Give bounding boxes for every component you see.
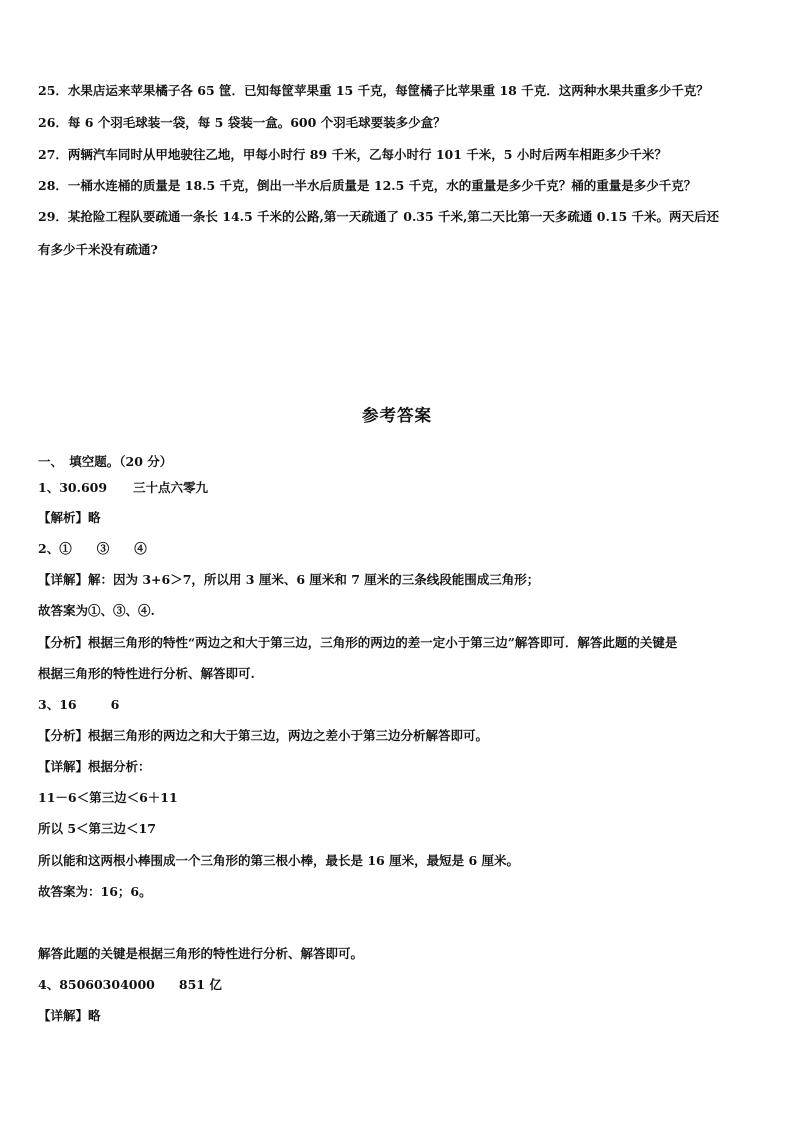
answer-1-number: 1、30.609 bbox=[38, 480, 108, 495]
answer-4-reading: 851 亿 bbox=[178, 977, 222, 992]
answer-3-conclusion: 所以能和这两根小棒围成一个三角形的第三根小棒，最长是 16 厘米，最短是 6 厘米。 bbox=[38, 853, 520, 868]
answer-3-first: 3、16 bbox=[38, 697, 77, 712]
answer-1-note: 【解析】略 bbox=[38, 510, 101, 525]
question-26: 26．每 6 个羽毛球装一袋，每 5 袋装一盒。600 个羽毛球要装多少盒？ bbox=[38, 115, 446, 130]
answers-title: 参考答案 bbox=[362, 406, 432, 425]
answer-3-inequality-1: 11－6＜第三边＜6＋11 bbox=[38, 790, 178, 805]
answer-3-detail: 【详解】根据分析： bbox=[38, 759, 151, 774]
question-29-line-1: 29．某抢险工程队要疏通一条长 14.5 千米的公路,第一天疏通了 0.35 千米,第二天比第一天多疏通 0.15 千米。两天后还 bbox=[38, 209, 720, 224]
answer-2-detail: 【详解】解：因为 3+6＞7，所以用 3 厘米、6 厘米和 7 厘米的三条线段能围成三角形； bbox=[38, 572, 540, 587]
answer-2: 2、① ③ ④ bbox=[38, 541, 147, 556]
answer-4-note: 【详解】略 bbox=[38, 1008, 101, 1023]
answer-3-inequality-2: 所以 5＜第三边＜17 bbox=[38, 821, 156, 836]
question-25: 25．水果店运来苹果橘子各 65 筐．已知每筐苹果重 15 千克，每筐橘子比苹果重 18 千克．这两种水果共重多少千克？ bbox=[38, 83, 709, 98]
answer-3 bbox=[38, 697, 119, 713]
answer-4 bbox=[38, 977, 222, 993]
answer-1 bbox=[38, 480, 208, 496]
answer-2-analysis-line-1: 【分析】根据三角形的特性“两边之和大于第三边，三角形的两边的差一定小于第三边”解答即可．解答此题的关键是 bbox=[38, 635, 678, 650]
answer-1-words: 三十点六零九 bbox=[133, 480, 209, 495]
question-27: 27．两辆汽车同时从甲地驶往乙地，甲每小时行 89 千米，乙每小时行 101 千米，5 小时后两车相距多少千米？ bbox=[38, 147, 667, 162]
answer-3-result: 故答案为：16；6。 bbox=[38, 884, 152, 899]
question-28: 28．一桶水连桶的质量是 18.5 千克，倒出一半水后质量是 12.5 千克，水的重量是多少千克？桶的重量是多少千克？ bbox=[38, 178, 697, 193]
answer-2-analysis-line-2: 根据三角形的特性进行分析、解答即可. bbox=[38, 666, 255, 681]
answer-4-number: 4、85060304000 bbox=[38, 977, 155, 992]
answer-2-result: 故答案为①、③、④. bbox=[38, 603, 155, 618]
answer-3-analysis: 【分析】根据三角形的两边之和大于第三边，两边之差小于第三边分析解答即可。 bbox=[38, 728, 489, 743]
answer-3-key-point: 解答此题的关键是根据三角形的特性进行分析、解答即可。 bbox=[38, 946, 364, 961]
section-heading: 一、 填空题。（20 分） bbox=[38, 454, 173, 469]
question-29-line-2: 有多少千米没有疏通? bbox=[38, 242, 158, 257]
answer-3-second: 6 bbox=[110, 697, 120, 712]
